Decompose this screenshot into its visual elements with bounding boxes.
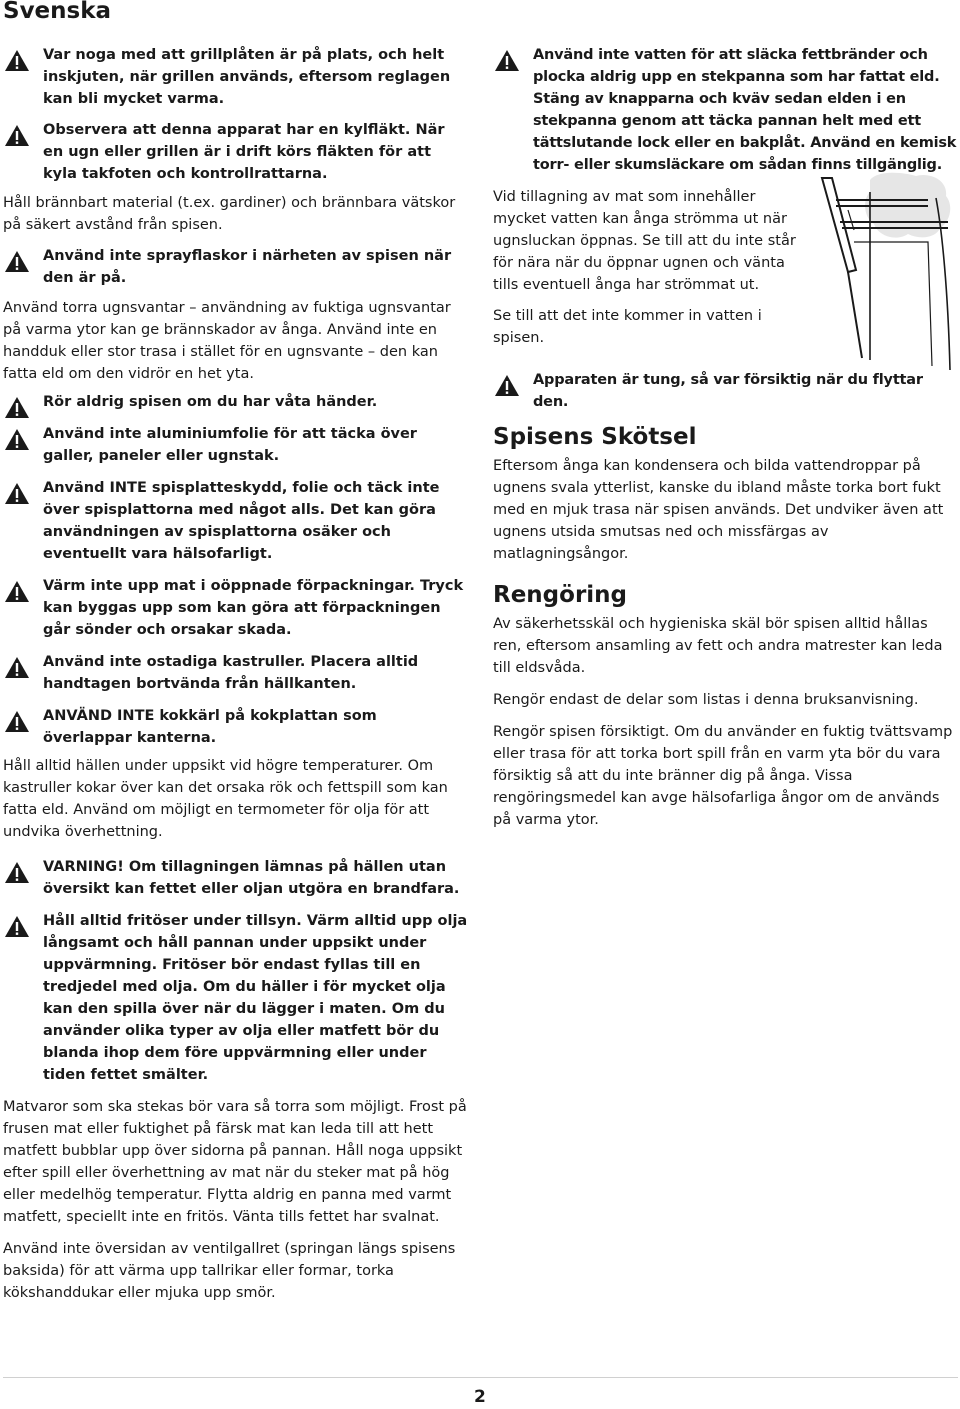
warning-triangle-icon [4,428,30,451]
warning-text: Apparaten är tung, så var försiktig när du flyttar den. [533,372,923,410]
section-heading-cleaning: Rengöring [493,582,628,608]
warning-unstable-pans [3,651,469,695]
paragraph-hob-supervision [3,755,469,843]
warning-triangle-icon [4,656,30,679]
body-text: Vid tillagning av mat som innehåller mycket vatten kan ånga strömma ut när ugnsluckan öppnas. Se till att du inte står för nära när du öppnar ugnen och vänta tills eventuell ånga har strömmat ut. [493,189,796,293]
paragraph-frying-food [3,1096,469,1228]
left-column [3,44,469,1304]
warning-triangle-icon [4,250,30,273]
warning-text: Använd inte vatten för att släcka fettbränder och plocka aldrig upp en stekpanna som har fattat eld. Stäng av knapparna och kväv sedan elden i en stekpanna genom att täcka pannan helt med ett tättslutande lock eller en bakplåt. Använd en kemisk torr- eller skumsläckare om sådan finns tillgänglig. [533,47,957,173]
warning-text: Använd inte aluminiumfolie för att täcka över galler, paneler eller ugnstak. [43,426,417,464]
warning-triangle-icon [4,710,30,733]
oven-door-steam-illustration [808,170,956,370]
warning-grill-tray [3,44,469,110]
warning-wet-hands [3,391,469,413]
paragraph-flammable-materials [3,192,469,236]
warning-triangle-icon [494,49,520,72]
warning-text: Håll alltid fritöser under tillsyn. Värm alltid upp olja långsamt och håll pannan under uppsikt under uppvärmning. Fritöser bör endast fyllas till en tredjedel med olja. Om du häller i för mycket olja kan den spilla över när du lägger i maten. Om du använder olika typer av olja eller matfett bör du blanda ihop dem före uppvärmning eller under tiden fettet smälter. [43,913,468,1083]
body-text: Av säkerhetsskäl och hygieniska skäl bör spisen alltid hållas ren, eftersom ansamling av fett och andra matrester kan leda till eldsvåda. [493,616,943,676]
page-number: 2 [474,1387,486,1407]
warning-text: Använd inte sprayflaskor i närheten av spisen när den är på. [43,248,452,286]
warning-triangle-icon [4,915,30,938]
warning-heavy-appliance [493,369,959,413]
body-text: Håll brännbart material (t.ex. gardiner) och brännbara vätskor på säkert avstånd från spisen. [3,195,456,233]
section-cleaning [493,581,959,831]
body-text: Håll alltid hällen under uppsikt vid högre temperaturer. Om kastruller kokar över kan det orsaka rök och fettspill som kan fatta eld. Använd om möjligt en termometer för olja för att undvika överhettning. [3,758,448,840]
warning-overlapping-cookware [3,705,469,749]
body-text: Se till att det inte kommer in vatten i spisen. [493,308,762,346]
warning-triangle-icon [4,396,30,419]
body-text: Eftersom ånga kan kondensera och bilda vattendroppar på ugnens svala ytterlist, kanske du ibland måste torka bort fukt med en mjuk trasa när spisen används. Det undviker även att ugnens utsida smutsas ned och missfärgas av matlagningsångor. [493,458,944,562]
warning-text: VARNING! Om tillagningen lämnas på hällen utan översikt kan fettet eller oljan utgöra en brandfara. [43,859,460,897]
warning-triangle-icon [4,124,30,147]
paragraph-vent-grille [3,1238,469,1304]
warning-text: Värm inte upp mat i oöppnade förpackningar. Tryck kan byggas upp som kan göra att förpackningen går sönder och orsakar skada. [43,578,464,638]
paragraph-steam [493,186,808,296]
body-text: Använd torra ugnsvantar – användning av fuktiga ugnsvantar på varma ytor kan ge brännskador av ånga. Använd inte en handduk eller stor trasa i stället för en ugnsvante – den kan fatta eld om den vidrör en het yta. [3,300,451,382]
warning-unattended-hob [3,856,469,900]
warning-triangle-icon [4,580,30,603]
warning-hotplate-covers [3,477,469,565]
warning-aluminium-foil [3,423,469,467]
warning-deep-fryers [3,910,469,1086]
warning-sealed-packages [3,575,469,641]
right-column [493,44,959,831]
warning-text: Observera att denna apparat har en kylfläkt. När en ugn eller grillen är i drift körs fläkten för att kyla takfoten och kontrollrattarna. [43,122,445,182]
warning-triangle-icon [4,482,30,505]
warning-text: Använd inte ostadiga kastruller. Placera alltid handtagen bortvända från hällkanten. [43,654,419,692]
warning-spray-bottles [3,245,469,289]
paragraph-oven-gloves [3,297,469,385]
warning-text: ANVÄND INTE kokkärl på kokplattan som överlappar kanterna. [43,708,377,746]
warning-triangle-icon [494,374,520,397]
body-text: Matvaror som ska stekas bör vara så torra som möjligt. Frost på frusen mat eller fuktighet på färsk mat kan leda till att hett matfett bubblar upp över sidorna på pannan. Håll noga uppsikt efter spill eller överhettning av mat när du steker mat på hög eller medelhög temperatur. Flytta aldrig en panna med varmt matfett, speciellt inte en fritös. Vänta tills fettet har svalnat. [3,1099,467,1225]
footer-divider [3,1377,958,1378]
section-heading-care: Spisens Skötsel [493,424,697,450]
section-care [493,423,959,565]
warning-fat-fires [493,44,959,176]
warning-text: Var noga med att grillplåten är på plats, och helt inskjuten, när grillen används, eftersom reglagen kan bli mycket varma. [43,47,451,107]
warning-triangle-icon [4,49,30,72]
paragraph-no-water [493,305,808,349]
body-text: Använd inte översidan av ventilgallret (springan längs spisens baksida) för att värma upp tallrikar eller formar, torka kökshanddukar eller mjuka upp smör. [3,1241,456,1301]
warning-triangle-icon [4,861,30,884]
warning-text: Använd INTE spisplatteskydd, folie och täck inte över spisplattorna med något alls. Det kan göra användningen av spisplattorna osäker och eventuellt vara hälsofarligt. [43,480,440,562]
page-language-heading: Svenska [3,0,112,24]
warning-text: Rör aldrig spisen om du har våta händer. [43,394,378,410]
warning-cooling-fan [3,119,469,185]
body-text: Rengör spisen försiktigt. Om du använder en fuktig tvättsvamp eller trasa för att torka bort spill från en varm yta bör du vara försiktig så att du inte bränner dig på ånga. Vissa rengöringsmedel kan avge hälsofarliga ångor om de används på varma ytor. [493,724,953,828]
body-text: Rengör endast de delar som listas i denna bruksanvisning. [493,692,919,708]
